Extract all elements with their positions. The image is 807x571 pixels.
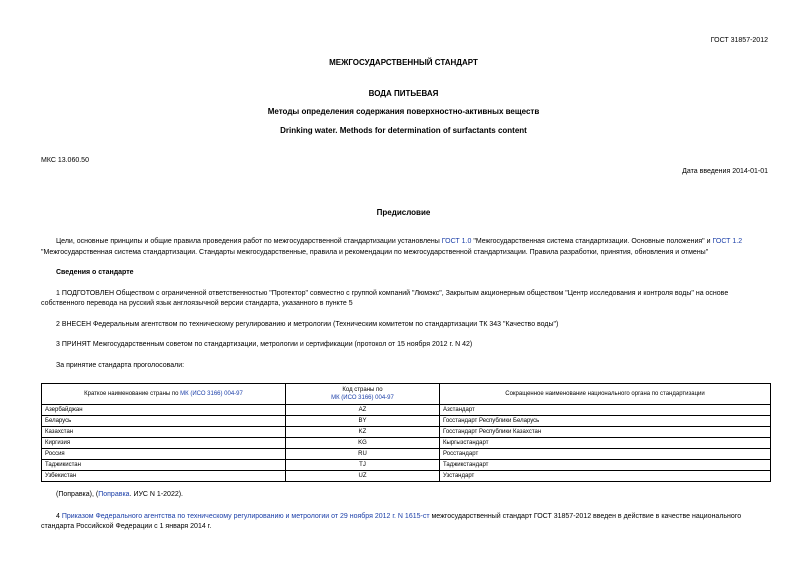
national-body-cell: Госстандарт Республики Казахстан [440,427,771,438]
code-cell: AZ [286,405,440,416]
table-row [42,416,771,427]
national-body-cell: Росстандарт [440,449,771,460]
item1-line1: 1 ПОДГОТОВЛЕН Обществом с ограниченной ответственностью "Протектор" совместно с группой компаний "Люмэкс", Закрытым акционерным обществом "Центр исследования и контроля воды" на основе [56,290,729,297]
national-body-cell: Кыргызстандарт [440,438,771,449]
table-row [42,405,771,416]
country-cell: Узбекистан [42,471,286,482]
mk-iso-link[interactable]: МК (ИСО 3166) 004-97 [331,395,394,401]
national-body-cell: Узстандарт [440,471,771,482]
standard-info-heading: Сведения о стандарте [56,269,134,276]
country-cell: Россия [42,449,286,460]
amendment-note: (Поправка), (Поправка. ИУС N 1-2022). [56,491,184,498]
preface-paragraph-line2: "Межгосударственная система стандартизации. Стандарты межгосударственные, правила и рекомендации по межгосударственной стандартизации. Правила разработки, принятия, обновления и отмены" [41,249,709,256]
amendment-link[interactable]: Поправка [98,491,130,498]
document-subtitle-ru: Методы определения содержания поверхностно-активных веществ [267,107,540,116]
national-body-cell: Госстандарт Республики Беларусь [440,416,771,427]
preface-heading: Предисловие [376,208,431,217]
document-code: ГОСТ 31857-2012 [710,37,768,44]
code-cell: UZ [286,471,440,482]
table-header-row [42,384,771,405]
voted-label: За принятие стандарта проголосовали: [56,362,185,369]
mks-code: МКС 13.060.50 [41,157,89,164]
country-cell: Азербайджан [42,405,286,416]
table-row [42,449,771,460]
preface-text: "Межгосударственная система стандартизации. Основные положения" и [471,238,713,245]
table-row [42,427,771,438]
header-code: Код страны по МК (ИСО 3166) 004-97 [286,384,440,405]
code-cell: KG [286,438,440,449]
item4-line2: стандарта Российской Федерации с 1 января 2014 г. [41,523,212,530]
national-body-cell: Азстандарт [440,405,771,416]
header-country: Краткое наименование страны по МК (ИСО 3166) 004-97 [42,384,286,405]
mk-iso-link[interactable]: МК (ИСО 3166) 004-97 [180,391,243,397]
country-cell: Казахстан [42,427,286,438]
table-row [42,438,771,449]
interstate-standard-label: МЕЖГОСУДАРСТВЕННЫЙ СТАНДАРТ [329,58,478,67]
header-national-body: Сокращенное наименование национального органа по стандартизации [440,384,771,405]
table-row [42,471,771,482]
country-cell: Таджикистан [42,460,286,471]
preface-paragraph-line1 [56,238,742,245]
preface-text: Цели, основные принципы и общие правила проведения работ по межгосударственной стандартизации установлены [56,238,442,245]
item4-line1: 4 Приказом Федерального агентства по техническому регулированию и метрологии от 29 ноября 2012 г. N 1615-ст межгосударственный стандарт ГОСТ 31857-2012 введен в действие в качестве национального [56,513,742,520]
voting-states-table [41,383,771,482]
item1-line2: собственного перевода на русский язык англоязычной версии стандарта, указанного в пункте 5 [41,300,353,307]
gost-1-0-link[interactable]: ГОСТ 1.0 [441,238,472,245]
document-subtitle-en: Drinking water. Methods for determination of surfactants content [280,126,527,135]
introduction-date: Дата введения 2014-01-01 [682,168,768,175]
document-title: ВОДА ПИТЬЕВАЯ [368,89,439,98]
item3-text: 3 ПРИНЯТ Межгосударственным советом по стандартизации, метрологии и сертификации (протокол от 15 ноября 2012 г. N 42) [56,341,473,348]
code-cell: BY [286,416,440,427]
order-link[interactable]: Приказом Федерального агентства по техническому регулированию и метрологии от 29 ноября 2012 г. N 1615-ст [61,513,430,520]
gost-1-2-link[interactable]: ГОСТ 1.2 [712,238,743,245]
national-body-cell: Таджикстандарт [440,460,771,471]
country-cell: Киргизия [42,438,286,449]
item2-text: 2 ВНЕСЕН Федеральным агентством по техническому регулированию и метрологии (Техническим комитетом по стандартизации ТК 343 "Качество воды") [56,321,559,328]
country-cell: Беларусь [42,416,286,427]
code-cell: RU [286,449,440,460]
code-cell: KZ [286,427,440,438]
code-cell: TJ [286,460,440,471]
table-row [42,460,771,471]
